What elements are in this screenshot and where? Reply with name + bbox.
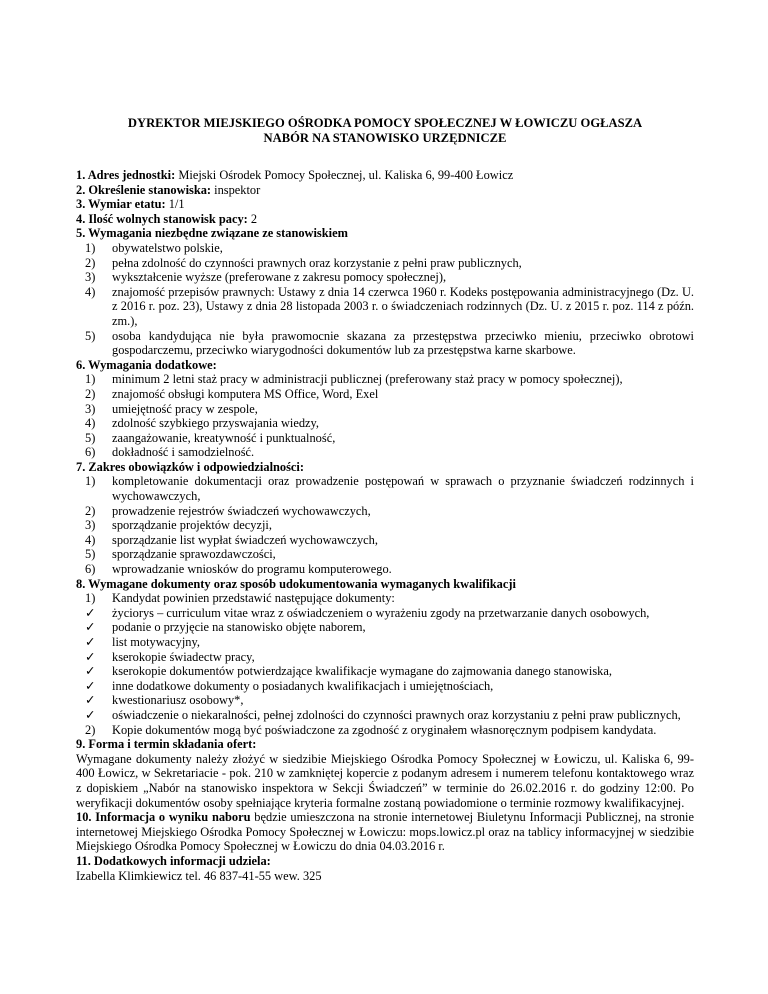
section-1-address: 1. Adres jednostki: Miejski Ośrodek Pomocy Społecznej, ul. Kaliska 6, 99-400 Łowicz [76,168,514,182]
list-item: 5) osoba kandydująca nie była prawomocnie skazana za przestępstwa przeciwko mieniu, przeciwko obrotowi gospodarczemu, przeciwko wiarygodności dokumentów lub za przestępstwa karne skarbowe. [85,328,694,358]
list-item: 2) Kopie dokumentów mogą być poświadczone za zgodność z oryginałem własnoręcznym podpisem kandydata. [85,722,657,737]
list-item: 1) Kandydat powinien przedstawić następujące dokumenty: [85,591,395,606]
checkmark-icon: ✓ [85,649,96,664]
list-item: 1) minimum 2 letni staż pracy w administracji publicznej (preferowany staż pracy w pomocy społecznej), [85,372,623,387]
list-item: 3) umiejętność pracy w zespole, [85,401,258,416]
section-5-list [76,241,694,358]
checklist-item: ✓ oświadczenie o niekaralności, pełnej zdolności do czynności prawnych oraz korzystaniu z pełni praw publicznych, [85,707,681,722]
list-item: 2) znajomość obsługi komputera MS Office, Word, Exel [85,386,379,401]
list-item: 6) dokładność i samodzielność. [85,445,255,460]
list-item: 4) zdolność szybkiego przyswajania wiedzy, [85,416,320,431]
list-item: 1) obywatelstwo polskie, [85,240,223,255]
section-7-list [76,474,694,576]
section-6-heading: 6. Wymagania dodatkowe: [76,357,217,372]
list-item: 5) sporządzanie sprawozdawczości, [85,547,276,562]
list-item: 4) znajomość przepisów prawnych: Ustawy z dnia 14 czerwca 1960 r. Kodeks postępowania administracyjnego (Dz. U. z 2016 r. poz. 23), Ustawy z dnia 28 listopada 2003 r. o świadczeniach rodzinnych (Dz. U. z 2015 r. poz. 114 z późn. zm.), [85,284,694,328]
list-item: 2) prowadzenie rejestrów świadczeń wychowawczych, [85,503,371,518]
section-3-workload: 3. Wymiar etatu: 1/1 [76,197,185,212]
section-8-list [76,591,694,737]
checkmark-icon: ✓ [85,707,96,722]
checkmark-icon: ✓ [85,664,96,679]
section-9-body: Wymagane dokumenty należy złożyć w siedzibie Miejskiego Ośrodka Pomocy Społecznej w Łowiczu, ul. Kaliska 6, 99-400 Łowicz, w Sekretariacie - pok. 210 w zamkniętej kopercie z podanym adresem i numerem telefonu kontaktowego wraz z dopiskiem „Nabór na stanowisko inspektora w Sekcji Świadczeń” w terminie do 26.02.2016 r. do godziny 12:00. Po weryfikacji dokumentów osoby spełniające kryteria formalne zostaną powiadomione o terminie rozmowy kwalifikacyjnej. [76,751,694,810]
list-item: 3) wykształcenie wyższe (preferowane z zakresu pomocy społecznej), [85,270,447,285]
list-item: 5) zaangażowanie, kreatywność i punktualność, [85,430,336,445]
checkmark-icon: ✓ [85,635,96,649]
checklist-item: ✓ list motywacyjny, [85,635,200,649]
section-6-list [76,372,694,460]
checkmark-icon: ✓ [85,678,96,693]
checklist-item: ✓ życiorys – curriculum vitae wraz z oświadczeniem o wyrażeniu zgody na przetwarzanie danych osobowych, [85,605,650,620]
title-line-2: NABÓR NA STANOWISKO URZĘDNICZE [263,131,507,145]
list-item: 4) sporządzanie list wypłat świadczeń wychowawczych, [85,532,378,547]
checkmark-icon: ✓ [85,605,96,620]
section-7-heading: 7. Zakres obowiązków i odpowiedzialności: [76,459,304,474]
section-11-heading: 11. Dodatkowych informacji udziela: [76,853,271,868]
section-11-contact: Izabella Klimkiewicz tel. 46 837-41-55 wew. 325 [76,868,322,883]
checklist-item: ✓ kserokopie dokumentów potwierdzające kwalifikacje wymagane do zajmowania danego stanowiska, [85,664,612,679]
document-page [76,116,694,883]
title-line-1: DYREKTOR MIEJSKIEGO OŚRODKA POMOCY SPOŁECZNEJ W ŁOWICZU OGŁASZA [127,116,643,130]
list-item: 6) wprowadzanie wniosków do programu komputerowego. [85,562,392,577]
section-9-heading: 9. Forma i termin składania ofert: [76,737,257,752]
section-8-heading: 8. Wymagane dokumenty oraz sposób udokumentowania wymaganych kwalifikacji [76,576,516,591]
section-4-vacancies: 4. Ilość wolnych stanowisk pacy: 2 [76,211,258,226]
list-item: 2) pełna zdolność do czynności prawnych oraz korzystanie z pełni praw publicznych, [85,255,522,270]
checklist-item: ✓ kwestionariusz osobowy*, [85,693,244,708]
section-5-heading: 5. Wymagania niezbędne związane ze stanowiskiem [76,226,348,241]
checklist-item: ✓ podanie o przyjęcie na stanowisko objęte naborem, [85,620,366,635]
section-10-body: 10. Informacja o wyniku naboru będzie umieszczona na stronie internetowej Biuletynu Informacji Publicznej, na stronie internetowej Miejskiego Ośrodka Pomocy Społecznej w Łowiczu: mops.lowicz.pl oraz na tablicy informacyjnej w siedzibie Miejskiego Ośrodka Pomocy Społecznej w Łowiczu do dnia 04.03.2016 r. [76,810,694,854]
checkmark-icon: ✓ [85,693,96,708]
checklist-item: ✓ inne dodatkowe dokumenty o posiadanych kwalifikacjach i umiejętnościach, [85,678,494,693]
list-item: 3) sporządzanie projektów decyzji, [85,518,272,533]
list-item: 1) kompletowanie dokumentacji oraz prowadzenie postępowań w sprawach o przyznanie świadczeń rodzinnych i wychowawczych, [85,474,694,504]
page-title [76,116,694,146]
checkmark-icon: ✓ [85,620,96,635]
section-2-position: 2. Określenie stanowiska: inspektor [76,182,261,197]
checklist-item: ✓ kserokopie świadectw pracy, [85,649,255,664]
